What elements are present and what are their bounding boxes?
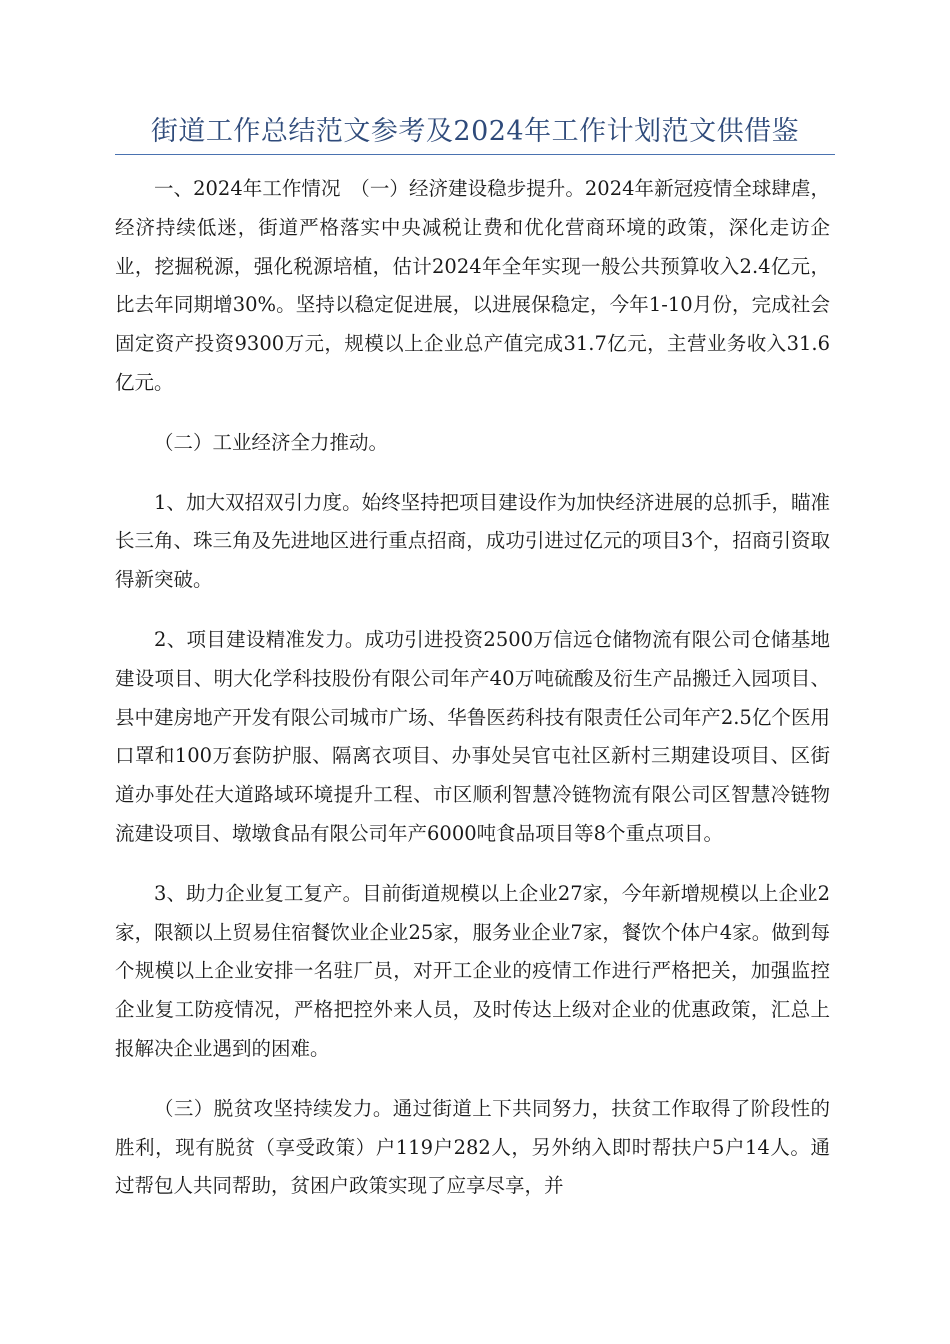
paragraph-project-construction: 2、项目建设精准发力。成功引进投资2500万信远仓储物流有限公司仓储基地建设项目、明大化学科技股份有限公司年产40万吨硫酸及衍生产品搬迁入园项目、县中建房地产开发有限公司城市广场、华鲁医药科技有限责任公司年产2.5亿个医用口罩和100万套防护服、隔离衣项目、办事处吴官屯社区新村三期建设项目、区街道办事处茌大道路域环境提升工程、市区顺利智慧冷链物流有限公司区智慧冷链物流建设项目、墩墩食品有限公司年产6000吨食品项目等8个重点项目。 [115, 627, 830, 845]
paragraph-industrial-heading: （二）工业经济全力推动。 [154, 430, 389, 454]
document-title: 街道工作总结范文参考及2024年工作计划范文供借鉴 [150, 116, 800, 147]
document-body [115, 170, 830, 1227]
paragraph-work-overview: 一、2024年工作情况 （一）经济建设稳步提升。2024年新冠疫情全球肆虐，经济持续低迷，街道严格落实中央减税让费和优化营商环境的政策，深化走访企业，挖掘税源，强化税源培植，估计2024年全年实现一般公共预算收入2.4亿元，比去年同期增30%。坚持以稳定促进展，以进展保稳定，今年1-10月份，完成社会固定资产投资9300万元，规模以上企业总产值完成31.7亿元，主营业务收入31.6亿元。 [115, 177, 830, 394]
paragraph-investment: 1、加大双招双引力度。始终坚持把项目建设作为加快经济进展的总抓手，瞄准长三角、珠三角及先进地区进行重点招商，成功引进过亿元的项目3个，招商引资取得新突破。 [115, 490, 830, 592]
title-underline [115, 154, 835, 155]
paragraph-resumption: 3、助力企业复工复产。目前街道规模以上企业27家，今年新增规模以上企业2家，限额以上贸易住宿餐饮业企业25家，服务业企业7家，餐饮个体户4家。做到每个规模以上企业安排一名驻厂员，对开工企业的疫情工作进行严格把关，加强监控企业复工防疫情况，严格把控外来人员，及时传达上级对企业的优惠政策，汇总上报解决企业遇到的困难。 [115, 881, 830, 1060]
paragraph-poverty-alleviation: （三）脱贫攻坚持续发力。通过街道上下共同努力，扶贫工作取得了阶段性的胜利，现有脱贫（享受政策）户119户282人，另外纳入即时帮扶户5户14人。通过帮包人共同帮助，贫困户政策实现了应享尽享，并 [115, 1096, 830, 1198]
